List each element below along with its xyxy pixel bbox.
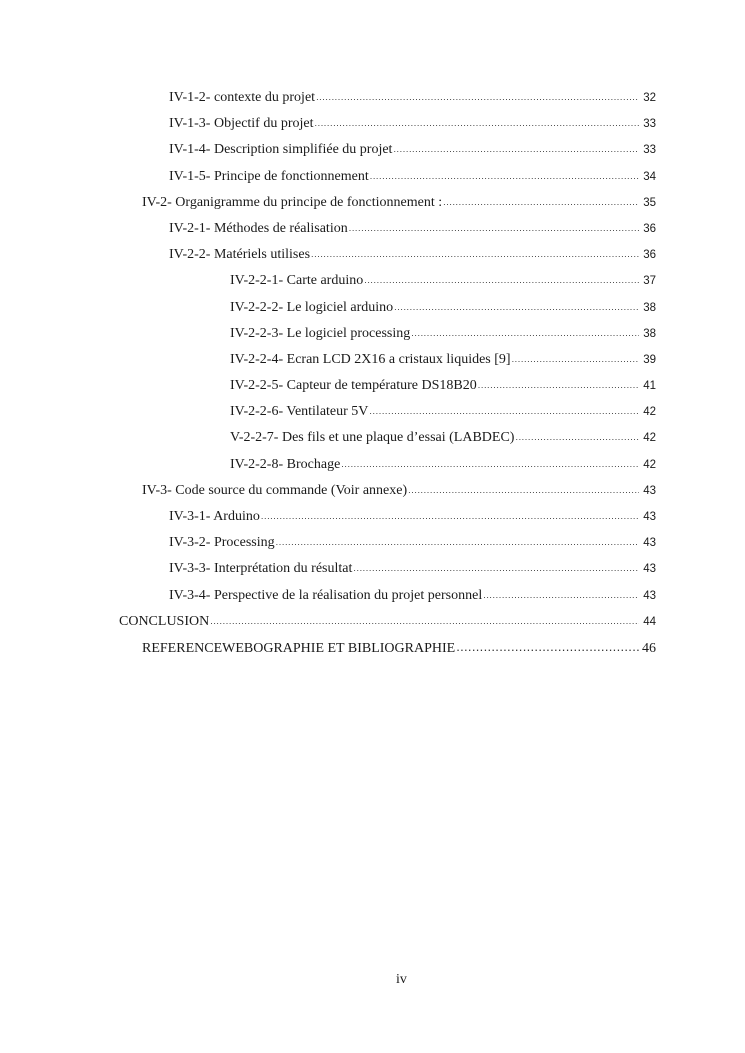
toc-entry-title: IV-2-2-6- Ventilateur 5V (230, 404, 369, 420)
toc-entry[interactable] (0, 612, 745, 638)
toc-dot-leader (393, 139, 639, 159)
toc-dot-leader (364, 270, 639, 290)
toc-entry[interactable] (0, 167, 745, 193)
toc-entry-page: 39 (643, 353, 656, 366)
toc-entry-title: IV-1-5- Principe de fonctionnement (169, 168, 369, 184)
toc-dot-leader (483, 585, 639, 605)
toc-entry-page: 33 (643, 118, 656, 131)
toc-entry[interactable] (0, 88, 745, 114)
toc-entry-page: 43 (643, 484, 656, 497)
toc-entry-page: 42 (643, 432, 656, 445)
toc-entry-title: IV-2-2-3- Le logiciel processing (230, 325, 411, 341)
toc-entry-page: 44 (643, 615, 656, 628)
toc-entry-page: 46 (642, 640, 656, 656)
toc-entry[interactable] (0, 428, 745, 454)
toc-entry[interactable] (0, 507, 745, 533)
toc-dot-leader (411, 323, 639, 343)
toc-entry-title: IV-2-2- Matériels utilises (169, 247, 311, 263)
toc-entry-page: 36 (643, 222, 656, 235)
toc-entry-page: 41 (643, 380, 656, 393)
toc-entry[interactable] (0, 219, 745, 245)
toc-entry-page: 36 (643, 249, 656, 262)
toc-dot-leader (210, 611, 639, 631)
toc-entry[interactable] (0, 324, 745, 350)
toc-entry-title: IV-1-4- Description simplifiée du projet (169, 142, 393, 158)
toc-entry[interactable] (0, 455, 745, 481)
toc-entry-page: 42 (643, 406, 656, 419)
toc-entry[interactable] (0, 402, 745, 428)
toc-entry-page: 43 (643, 537, 656, 550)
toc-dot-leader (261, 506, 639, 526)
toc-dot-leader (316, 87, 639, 107)
toc-dot-leader (456, 637, 639, 657)
toc-entry-page: 42 (643, 458, 656, 471)
toc-entry[interactable] (0, 193, 745, 219)
toc-dot-leader (394, 297, 639, 317)
toc-dot-leader (478, 375, 639, 395)
toc-entry-page: 32 (643, 92, 656, 104)
toc-entry[interactable] (0, 350, 745, 376)
toc-entry[interactable] (0, 114, 745, 140)
toc-dot-leader (408, 480, 639, 500)
toc-entry[interactable] (0, 586, 745, 612)
toc-entry[interactable] (0, 533, 745, 559)
toc-dot-leader (515, 427, 639, 447)
toc-entry[interactable] (0, 271, 745, 297)
toc-entry-title: IV-2- Organigramme du principe de fonctionnement : (142, 194, 443, 210)
toc-entry-page: 43 (643, 589, 656, 602)
page-number: iv (396, 972, 407, 987)
toc-dot-leader (443, 192, 639, 212)
toc-entry-page: 35 (643, 196, 656, 209)
toc-entry-title: IV-3-2- Processing (169, 535, 275, 551)
toc-dot-leader (512, 349, 639, 369)
toc-entry[interactable] (0, 376, 745, 402)
toc-dot-leader (369, 401, 639, 421)
toc-dot-leader (341, 454, 639, 474)
toc-entry-title: CONCLUSION (119, 613, 210, 629)
toc-dot-leader (370, 166, 639, 186)
toc-entry[interactable] (0, 245, 745, 271)
toc-entry-page: 37 (643, 275, 656, 288)
toc-dot-leader (315, 113, 640, 133)
toc-entry-title: IV-3- Code source du commande (Voir annexe) (142, 482, 408, 498)
toc-entry-title: V-2-2-7- Des fils et une plaque d’essai (LABDEC) (230, 430, 515, 446)
toc-dot-leader (353, 558, 639, 578)
toc-entry-title: IV-1-2- contexte du projet (169, 90, 316, 105)
toc-entry[interactable] (0, 559, 745, 585)
toc-entry-page: 43 (643, 511, 656, 523)
toc-entry-page: 38 (643, 301, 656, 314)
toc-entry-title: IV-2-2-8- Brochage (230, 456, 341, 472)
toc-dot-leader (349, 218, 639, 238)
toc-entry-page: 38 (643, 327, 656, 340)
toc-entry-page: 33 (643, 144, 656, 157)
toc-entry[interactable] (0, 638, 745, 664)
toc-entry-title: IV-3-4- Perspective de la réalisation du projet personnel (169, 587, 483, 603)
toc-dot-leader (276, 532, 639, 552)
toc-entry-title: IV-2-2-5- Capteur de température DS18B20 (230, 378, 477, 394)
table-of-contents (0, 88, 745, 664)
toc-entry-title: IV-2-2-2- Le logiciel arduino (230, 299, 394, 315)
toc-entry-title: REFERENCEWEBOGRAPHIE ET BIBLIOGRAPHIE (142, 640, 456, 656)
toc-entry-title: IV-1-3- Objectif du projet (169, 116, 314, 132)
toc-entry-title: IV-2-2-4- Ecran LCD 2X16 a cristaux liquides [9] (230, 351, 511, 367)
toc-entry-page: 43 (643, 563, 656, 576)
toc-entry-title: IV-2-1- Méthodes de réalisation (169, 220, 348, 236)
toc-entry-title: IV-2-2-1- Carte arduino (230, 273, 364, 289)
toc-entry-title: IV-3-1- Arduino (169, 509, 260, 524)
toc-dot-leader (311, 244, 639, 264)
toc-entry-page: 34 (643, 170, 656, 183)
toc-entry[interactable] (0, 481, 745, 507)
toc-entry[interactable] (0, 140, 745, 166)
toc-entry-title: IV-3-3- Interprétation du résultat (169, 561, 353, 577)
toc-entry[interactable] (0, 298, 745, 324)
